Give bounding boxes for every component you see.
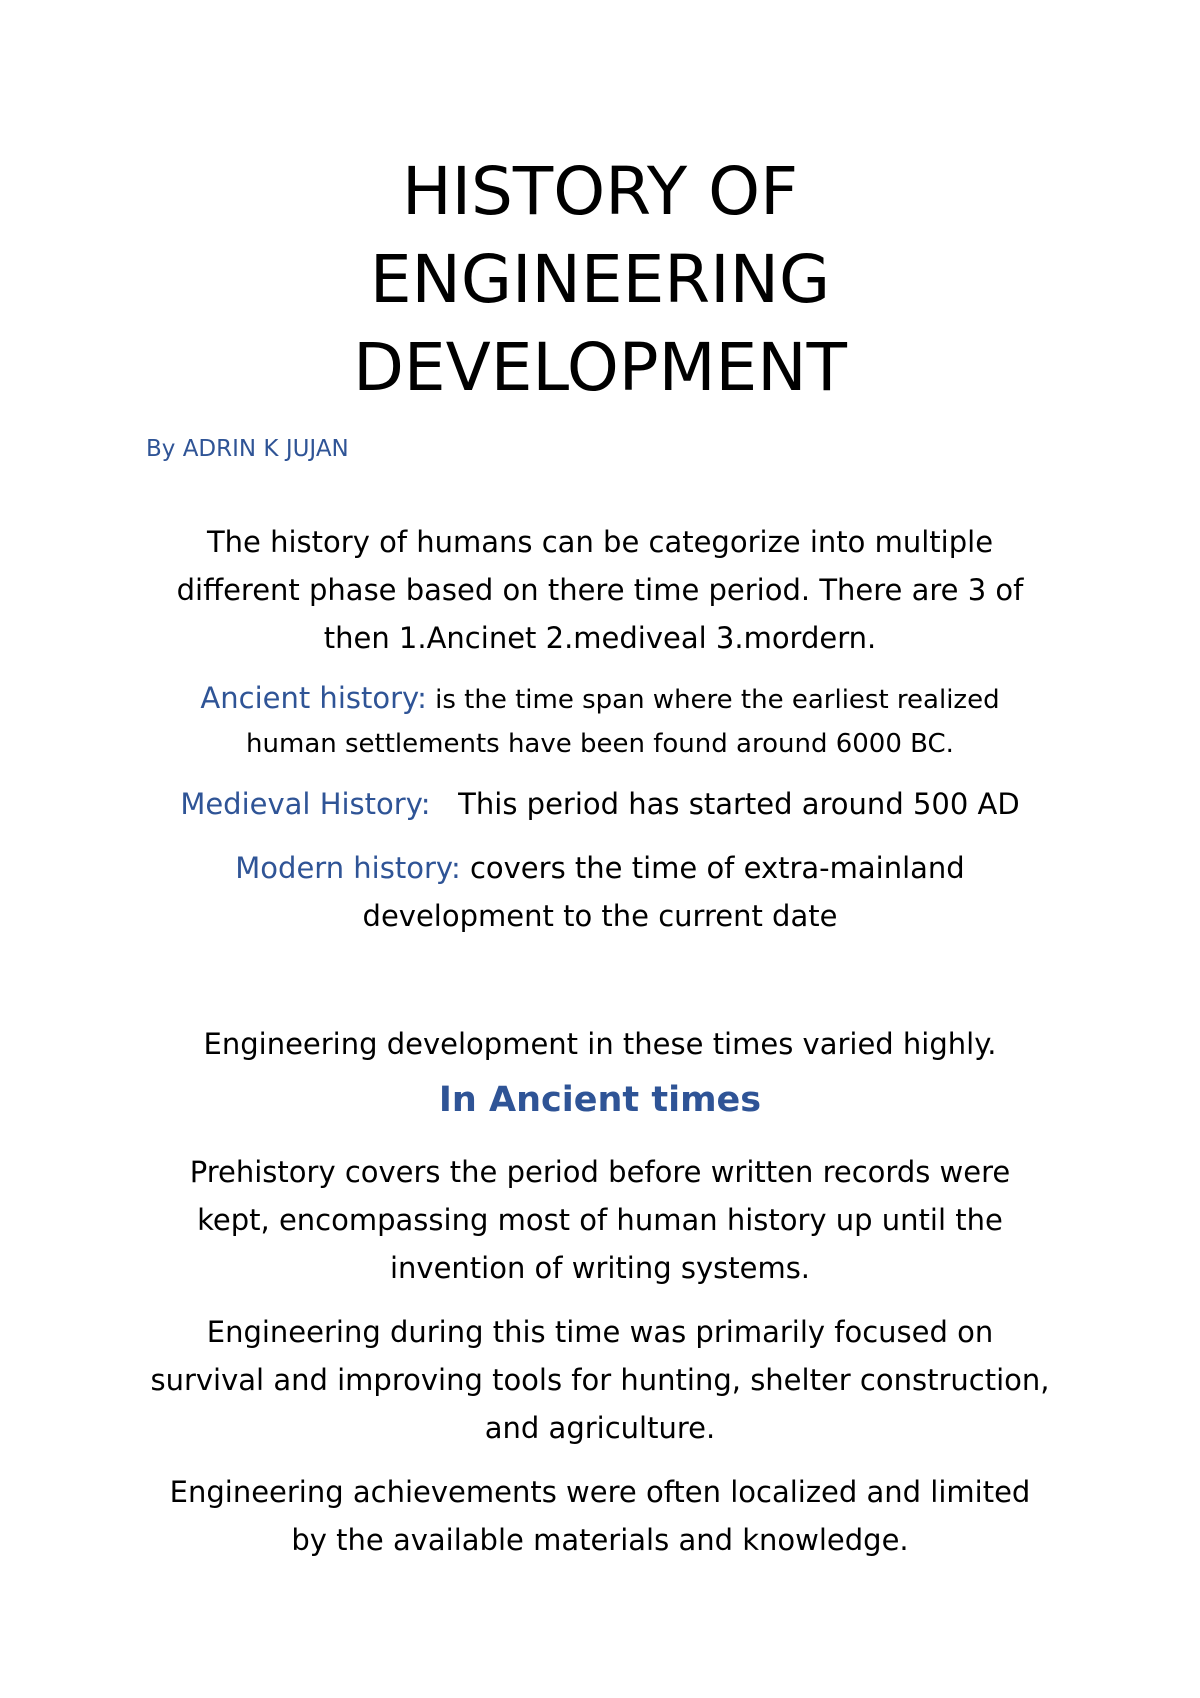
- section-heading-ancient-times: In Ancient times: [438, 1080, 762, 1120]
- achievements-line-2: by the available materials and knowledge.: [291, 1523, 909, 1557]
- prehistory-line-3: invention of writing systems.: [389, 1251, 811, 1285]
- medieval-history-line: [130, 780, 1070, 828]
- author-byline: By ADRIN K JUJAN: [146, 436, 349, 462]
- focus-line-2: survival and improving tools for hunting, shelter construction,: [150, 1363, 1050, 1397]
- modern-history-text-1: covers the time of extra-mainland: [460, 851, 965, 885]
- modern-history-label: Modern history: [235, 851, 451, 885]
- achievements-line-1: Engineering achievements were often localized and limited: [169, 1475, 1031, 1509]
- focus-paragraph: [130, 1308, 1070, 1452]
- medieval-history-paragraph: [130, 780, 1070, 828]
- intro-line-2: different phase based on there time period. There are 3 of: [176, 573, 1024, 607]
- ancient-history-paragraph: [130, 676, 1070, 766]
- modern-history-colon: :: [450, 851, 461, 885]
- prehistory-line-2: kept, encompassing most of human history up until the: [197, 1203, 1003, 1237]
- ancient-history-text-1: is the time span where the earliest realized: [426, 685, 1000, 715]
- achievements-paragraph: [130, 1468, 1070, 1564]
- ancient-history-line-2: human settlements have been found around 6000 BC.: [246, 729, 954, 759]
- modern-history-paragraph: [130, 844, 1070, 940]
- prehistory-line-1: Prehistory covers the period before written records were: [189, 1155, 1011, 1189]
- intro-line-3: then 1.Ancinet 2.mediveal 3.mordern.: [323, 621, 877, 655]
- ancient-history-label: Ancient history:: [200, 681, 427, 715]
- document-title: [200, 148, 1000, 412]
- prehistory-paragraph: [130, 1148, 1070, 1292]
- intro-line-1: The history of humans can be categorize into multiple: [206, 525, 994, 559]
- title-line-1: HISTORY OF: [401, 153, 799, 230]
- medieval-history-label: Medieval History:: [180, 787, 431, 821]
- title-line-3: DEVELOPMENT: [353, 329, 847, 406]
- focus-line-1: Engineering during this time was primarily focused on: [206, 1315, 994, 1349]
- medieval-history-text: This period has started around 500 AD: [430, 787, 1020, 821]
- modern-history-line-2: development to the current date: [362, 899, 838, 933]
- title-line-2: ENGINEERING: [369, 241, 831, 318]
- intro-paragraph: [130, 518, 1070, 662]
- ancient-history-line-1: [130, 676, 1070, 722]
- focus-line-3: and agriculture.: [484, 1411, 716, 1445]
- engineering-intro: Engineering development in these times varied highly.: [203, 1027, 997, 1061]
- modern-history-line-1: [130, 844, 1070, 892]
